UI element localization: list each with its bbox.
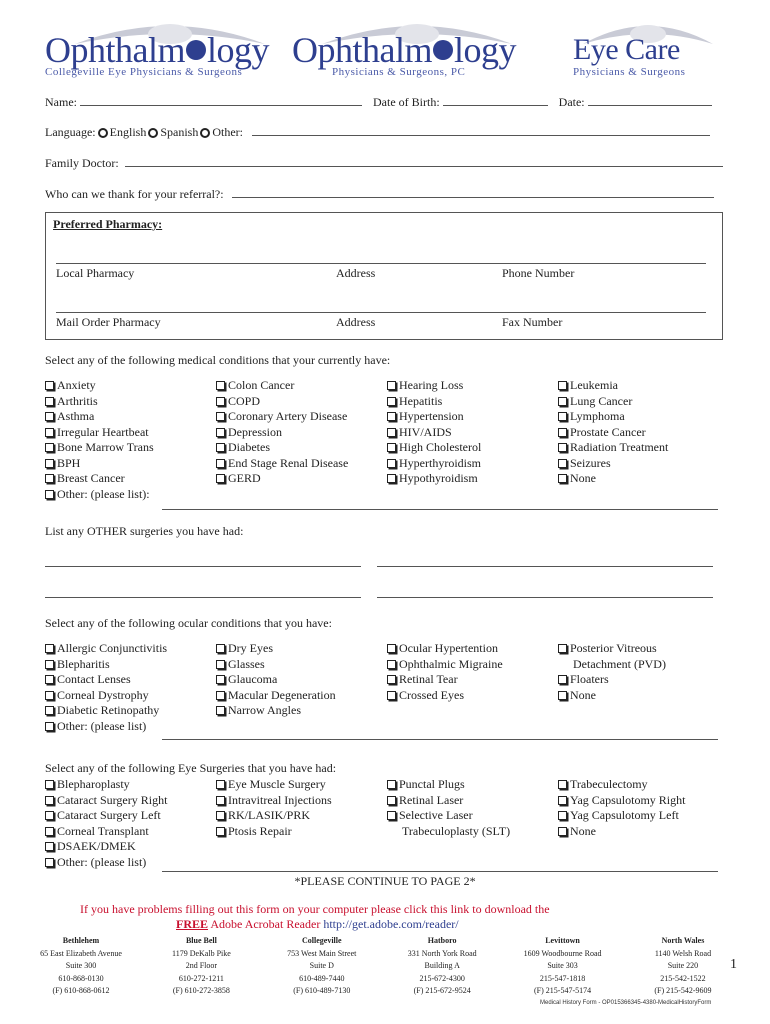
checkbox-icon[interactable]	[216, 443, 225, 452]
checklist-item[interactable]: None	[558, 824, 685, 840]
checklist-item[interactable]: Corneal Dystrophy	[45, 688, 167, 704]
checklist-item[interactable]: Ptosis Repair	[216, 824, 332, 840]
checklist-item[interactable]: Allergic Conjunctivitis	[45, 641, 167, 657]
checkbox-icon[interactable]	[45, 827, 54, 836]
checklist-item[interactable]: GERD	[216, 471, 348, 487]
checkbox-icon[interactable]	[45, 842, 54, 851]
mail-order-pharmacy-label: Mail Order Pharmacy	[56, 315, 161, 329]
medical-column-4	[558, 378, 668, 487]
checkbox-icon[interactable]	[387, 474, 396, 483]
eye-surgery-other-field[interactable]	[162, 870, 718, 872]
checkbox-icon[interactable]	[216, 644, 225, 653]
checklist-item[interactable]: Diabetic Retinopathy	[45, 703, 167, 719]
checkbox-icon[interactable]	[216, 691, 225, 700]
eye-surgery-column-3	[387, 777, 510, 839]
language-other-field[interactable]	[252, 124, 710, 136]
name-row	[45, 94, 712, 110]
checkbox-icon[interactable]	[387, 428, 396, 437]
checklist-item[interactable]: BPH	[45, 456, 154, 472]
checkbox-icon[interactable]	[45, 428, 54, 437]
ocular-column-1	[45, 641, 167, 734]
checkbox-icon[interactable]	[45, 459, 54, 468]
fax-number-label: Fax Number	[502, 315, 563, 329]
checklist-item[interactable]: Yag Capsulotomy Right	[558, 793, 685, 809]
checklist-item[interactable]: Lymphoma	[558, 409, 668, 425]
page-number: 1	[730, 957, 737, 972]
other-surgery-field-4[interactable]	[377, 596, 713, 598]
checklist-item[interactable]: Arthritis	[45, 394, 154, 410]
checkbox-icon[interactable]	[45, 412, 54, 421]
checklist-item[interactable]: Contact Lenses	[45, 672, 167, 688]
checklist-item[interactable]: Anxiety	[45, 378, 154, 394]
checklist-item[interactable]: Radiation Treatment	[558, 440, 668, 456]
checklist-item-other[interactable]: Other: (please list)	[45, 719, 167, 735]
referral-row	[45, 186, 714, 202]
ocular-other-field[interactable]	[162, 738, 718, 740]
checklist-item[interactable]: Hyperthyroidism	[387, 456, 481, 472]
checklist-item[interactable]: End Stage Renal Disease	[216, 456, 348, 472]
checklist-item[interactable]: Corneal Transplant	[45, 824, 167, 840]
checkbox-icon[interactable]	[558, 827, 567, 836]
checklist-item[interactable]: HIV/AIDS	[387, 425, 481, 441]
checklist-item[interactable]: Hearing Loss	[387, 378, 481, 394]
local-pharmacy-field[interactable]	[56, 263, 706, 264]
language-other-radio[interactable]	[200, 128, 210, 138]
checkbox-icon[interactable]	[558, 780, 567, 789]
download-notice-line1: If you have problems filling out this form on your computer please click this link to download the	[80, 902, 550, 916]
checklist-item[interactable]: Trabeculectomy	[558, 777, 685, 793]
preferred-pharmacy-box	[45, 212, 723, 340]
language-row	[45, 124, 710, 140]
logo-subtitle: Collegeville Eye Physicians & Surgeons	[45, 66, 243, 78]
checkbox-icon[interactable]	[216, 428, 225, 437]
checkbox-icon[interactable]	[216, 811, 225, 820]
checkbox-icon[interactable]	[387, 811, 396, 820]
checklist-item-other[interactable]: Other: (please list)	[45, 855, 167, 871]
checkbox-icon[interactable]	[558, 397, 567, 406]
checkbox-icon[interactable]	[45, 381, 54, 390]
checklist-item[interactable]: Coronary Artery Disease	[216, 409, 348, 425]
office-hatboro: Hatboro 331 North York Road Building A 215-672-4300 (F) 215-672-9524	[407, 936, 477, 995]
language-other-label: Other:	[212, 125, 243, 139]
eye-surgeries-title: Select any of the following Eye Surgeries that you have had:	[45, 761, 337, 775]
checklist-item[interactable]: Irregular Heartbeat	[45, 425, 154, 441]
checkbox-icon[interactable]	[216, 459, 225, 468]
checklist-item[interactable]: Floaters	[558, 672, 666, 688]
checklist-item-continuation: Detachment (PVD)	[573, 656, 666, 671]
checkbox-icon[interactable]	[558, 675, 567, 684]
medical-other-field[interactable]	[162, 508, 718, 510]
checkbox-icon[interactable]	[558, 474, 567, 483]
checklist-item[interactable]: COPD	[216, 394, 348, 410]
checklist-item[interactable]: Intravitreal Injections	[216, 793, 332, 809]
language-english-label: English	[109, 125, 147, 139]
checkbox-icon[interactable]	[45, 474, 54, 483]
continue-notice: *PLEASE CONTINUE TO PAGE 2*	[294, 874, 476, 888]
checkbox-icon[interactable]	[387, 644, 396, 653]
checklist-item[interactable]: Hypothyroidism	[387, 471, 481, 487]
checkbox-icon[interactable]	[387, 381, 396, 390]
language-spanish-radio[interactable]	[148, 128, 158, 138]
office-collegeville: Collegeville 753 West Main Street Suite D 610-489-7440 (F) 610-489-7130	[287, 936, 357, 995]
eye-surgery-column-2	[216, 777, 332, 839]
checklist-item[interactable]: None	[558, 688, 666, 704]
checklist-item[interactable]: Seizures	[558, 456, 668, 472]
checklist-item[interactable]: Cataract Surgery Left	[45, 808, 167, 824]
office-locations	[22, 935, 742, 998]
mail-order-pharmacy-field[interactable]	[56, 312, 706, 313]
referral-label: Who can we thank for your referral?:	[45, 187, 224, 201]
dob-label: Date of Birth:	[373, 95, 440, 109]
checkbox-icon[interactable]	[387, 397, 396, 406]
dob-field[interactable]	[443, 94, 548, 106]
checklist-item[interactable]: Crossed Eyes	[387, 688, 503, 704]
checklist-item[interactable]: High Cholesterol	[387, 440, 481, 456]
checkbox-icon[interactable]	[216, 675, 225, 684]
checklist-item[interactable]: Ocular Hypertention	[387, 641, 503, 657]
family-doctor-label: Family Doctor:	[45, 156, 119, 170]
ocular-column-3	[387, 641, 503, 703]
logo-text: Ophthalm logy	[45, 30, 269, 70]
checkbox-icon[interactable]	[387, 796, 396, 805]
checkbox-icon[interactable]	[216, 660, 225, 669]
checklist-item[interactable]: Breast Cancer	[45, 471, 154, 487]
logo-subtitle: Physicians & Surgeons	[573, 66, 686, 78]
checkbox-icon[interactable]	[387, 675, 396, 684]
office-levittown: Levittown 1609 Woodbourne Road Suite 303 215-547-1818 (F) 215-547-5174	[523, 936, 602, 995]
checklist-item[interactable]: Leukemia	[558, 378, 668, 394]
family-doctor-field[interactable]	[125, 155, 723, 167]
form-footnote: Medical History Form - OP015366345-4380-MedicalHistoryForm	[540, 1000, 712, 1006]
logo-text: Ophthalm logy	[292, 30, 516, 70]
checkbox-icon[interactable]	[45, 858, 54, 867]
local-address-label: Address	[336, 266, 376, 280]
name-label: Name:	[45, 95, 77, 109]
checkbox-icon[interactable]	[387, 660, 396, 669]
checkbox-icon[interactable]	[387, 691, 396, 700]
other-surgery-field-3[interactable]	[45, 596, 361, 598]
checkbox-icon[interactable]	[216, 474, 225, 483]
checklist-item[interactable]: Punctal Plugs	[387, 777, 510, 793]
checklist-item-continuation: Trabeculoplasty (SLT)	[402, 823, 511, 838]
checklist-item[interactable]: Blepharitis	[45, 657, 167, 673]
checkbox-icon[interactable]	[387, 412, 396, 421]
checklist-item[interactable]: Retinal Tear	[387, 672, 503, 688]
checkbox-icon[interactable]	[558, 381, 567, 390]
checklist-item[interactable]: RK/LASIK/PRK	[216, 808, 332, 824]
checklist-item[interactable]: Glasses	[216, 657, 336, 673]
checkbox-icon[interactable]	[45, 490, 54, 499]
checklist-item-other[interactable]: Other: (please list):	[45, 487, 154, 503]
checkbox-icon[interactable]	[45, 706, 54, 715]
checkbox-icon[interactable]	[45, 722, 54, 731]
checklist-item[interactable]: Diabetes	[216, 440, 348, 456]
checkbox-icon[interactable]	[45, 644, 54, 653]
ocular-column-2	[216, 641, 336, 719]
acrobat-reader-link[interactable]: Adobe Acrobat Reader	[210, 917, 321, 931]
checkbox-icon[interactable]	[216, 827, 225, 836]
checkbox-icon[interactable]	[216, 381, 225, 390]
checkbox-icon[interactable]	[558, 811, 567, 820]
checkbox-icon[interactable]	[216, 796, 225, 805]
checklist-item[interactable]: Eye Muscle Surgery	[216, 777, 332, 793]
checklist-item[interactable]: Hepatitis	[387, 394, 481, 410]
checkbox-icon[interactable]	[45, 780, 54, 789]
office-bethlehem: Bethlehem 65 East Elizabeth Avenue Suite 300 610-868-0130 (F) 610-868-0612	[40, 936, 122, 995]
checklist-item[interactable]: Glaucoma	[216, 672, 336, 688]
checklist-item[interactable]: Cataract Surgery Right	[45, 793, 167, 809]
checkbox-icon[interactable]	[45, 443, 54, 452]
logo-dot-icon	[433, 40, 453, 60]
pharmacy-title: Preferred Pharmacy:	[53, 217, 163, 231]
office-north-wales: North Wales 1140 Welsh Road Suite 220 215-542-1522 (F) 215-542-9609	[654, 936, 712, 995]
checklist-item[interactable]: Asthma	[45, 409, 154, 425]
checklist-item[interactable]: Dry Eyes	[216, 641, 336, 657]
checklist-item[interactable]: Posterior Vitreous	[558, 641, 666, 657]
checkbox-icon[interactable]	[45, 675, 54, 684]
referral-field[interactable]	[232, 186, 714, 198]
checkbox-icon[interactable]	[558, 428, 567, 437]
checkbox-icon[interactable]	[558, 796, 567, 805]
local-pharmacy-label: Local Pharmacy	[56, 266, 135, 280]
medical-column-2	[216, 378, 348, 487]
checkbox-icon[interactable]	[45, 691, 54, 700]
checklist-item[interactable]: Prostate Cancer	[558, 425, 668, 441]
checklist-item[interactable]: Bone Marrow Trans	[45, 440, 154, 456]
other-surgeries-title: List any OTHER surgeries you have had:	[45, 524, 244, 538]
checklist-item[interactable]: Depression	[216, 425, 348, 441]
date-field[interactable]	[588, 94, 712, 106]
other-surgery-field-2[interactable]	[377, 565, 713, 567]
checkbox-icon[interactable]	[558, 644, 567, 653]
medical-column-3	[387, 378, 481, 487]
checklist-item[interactable]: None	[558, 471, 668, 487]
checkbox-icon[interactable]	[558, 443, 567, 452]
checkbox-icon[interactable]	[387, 443, 396, 452]
checklist-item[interactable]: Narrow Angles	[216, 703, 336, 719]
checklist-item[interactable]: Lung Cancer	[558, 394, 668, 410]
office-blue-bell: Blue Bell 1179 DeKalb Pike 2nd Floor 610-272-1211 (F) 610-272-3858	[171, 936, 231, 995]
checkbox-icon[interactable]	[558, 412, 567, 421]
checklist-item[interactable]: Ophthalmic Migraine	[387, 657, 503, 673]
free-label: FREE	[176, 917, 209, 931]
checkbox-icon[interactable]	[216, 397, 225, 406]
ocular-column-4	[558, 641, 666, 703]
language-label: Language:	[45, 125, 96, 139]
language-spanish-label: Spanish	[160, 125, 199, 139]
checkbox-icon[interactable]	[216, 706, 225, 715]
download-notice-line2	[176, 917, 459, 932]
checklist-item[interactable]: Hypertension	[387, 409, 481, 425]
adobe-url-link[interactable]: http://get.adobe.com/reader/	[323, 917, 459, 931]
checklist-item[interactable]: DSAEK/DMEK	[45, 839, 167, 855]
ocular-conditions-title: Select any of the following ocular conditions that you have:	[45, 616, 332, 630]
logo-text: Eye Care	[573, 33, 680, 66]
checkbox-icon[interactable]	[45, 811, 54, 820]
eye-surgery-column-1	[45, 777, 167, 870]
logo-subtitle: Physicians & Surgeons, PC	[332, 66, 466, 78]
checklist-item[interactable]: Blepharoplasty	[45, 777, 167, 793]
medical-column-1	[45, 378, 154, 502]
checkbox-icon[interactable]	[216, 412, 225, 421]
mail-address-label: Address	[336, 315, 376, 329]
checkbox-icon[interactable]	[387, 780, 396, 789]
language-english-radio[interactable]	[98, 128, 108, 138]
checkbox-icon[interactable]	[558, 459, 567, 468]
checkbox-icon[interactable]	[558, 691, 567, 700]
checkbox-icon[interactable]	[45, 796, 54, 805]
checkbox-icon[interactable]	[387, 459, 396, 468]
other-surgery-field-1[interactable]	[45, 565, 361, 567]
name-field[interactable]	[80, 94, 362, 106]
date-label: Date:	[558, 95, 585, 109]
checkbox-icon[interactable]	[45, 397, 54, 406]
checklist-item[interactable]: Selective Laser	[387, 808, 510, 824]
phone-number-label: Phone Number	[502, 266, 575, 280]
checklist-item[interactable]: Macular Degeneration	[216, 688, 336, 704]
logo-dot-icon	[186, 40, 206, 60]
checklist-item[interactable]: Yag Capsulotomy Left	[558, 808, 685, 824]
eye-surgery-column-4	[558, 777, 685, 839]
medical-conditions-title: Select any of the following medical conditions that your currently have:	[45, 353, 391, 367]
checklist-item[interactable]: Retinal Laser	[387, 793, 510, 809]
checkbox-icon[interactable]	[216, 780, 225, 789]
family-doctor-row	[45, 155, 723, 171]
checkbox-icon[interactable]	[45, 660, 54, 669]
checklist-item[interactable]: Colon Cancer	[216, 378, 348, 394]
